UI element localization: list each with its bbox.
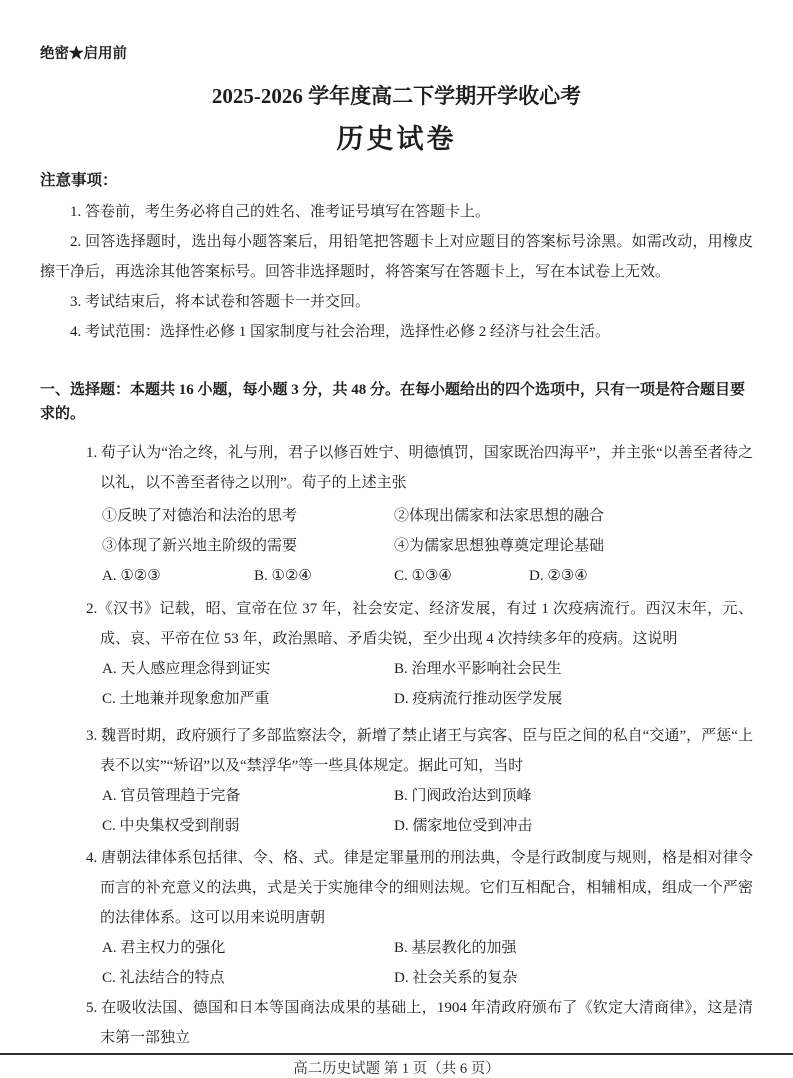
option-item-a: A. 官员管理趋于完备 [102, 788, 241, 804]
question-1-statements [102, 501, 753, 561]
question-1 [40, 438, 753, 591]
notice-item-4: 4. 考试范围：选择性必修 1 国家制度与社会治理，选择性必修 2 经济与社会生活。 [70, 324, 611, 340]
option-item-c: C. 土地兼并现象愈加严重 [102, 691, 270, 707]
option-item-b: B. 门阀政治达到顶峰 [394, 788, 532, 804]
option-item-d: D. 社会关系的复杂 [394, 970, 518, 986]
question-4-options [102, 933, 753, 993]
option-item-b: B. ①②④ [254, 568, 312, 584]
option-item-a: A. ①②③ [102, 568, 161, 584]
option-item-d: D. 儒家地位受到冲击 [394, 818, 533, 834]
bottom-border-line [0, 1053, 793, 1055]
statement-item: ④为儒家思想独尊奠定理论基础 [394, 538, 605, 554]
classification-label: 绝密★启用前 [40, 46, 127, 62]
question-list [40, 438, 753, 1053]
page-footer: 高二历史试题 第 1 页（共 6 页） [293, 1061, 500, 1077]
notice-heading: 注意事项： [40, 172, 118, 189]
question-3-stem: 3. 魏晋时期，政府颁行了多部监察法令，新增了禁止诸王与宾客、臣与臣之间的私自“交通”，严惩“上表不以实”“矫诏”以及“禁浮华”等一些具体规定。据此可知，当时 [86, 728, 753, 774]
question-2-stem: 2.《汉书》记载，昭、宣帝在位 37 年，社会安定、经济发展，有过 1 次疫病流行。西汉末年，元、成、哀、平帝在位 53 年，政治黑暗、矛盾尖锐，至少出现 4 次持续多年的疫病。这说明 [86, 601, 753, 647]
question-4 [40, 843, 753, 993]
section-one-heading: 一、选择题：本题共 16 小题，每小题 3 分，共 48 分。在每小题给出的四个选项中，只有一项是符合题目要求的。 [40, 382, 746, 422]
option-item-d: D. ②③④ [529, 568, 588, 584]
notice-item-2: 2. 回答选择题时，选出每小题答案后，用铅笔把答题卡上对应题目的答案标号涂黑。如需改动，用橡皮擦干净后，再选涂其他答案标号。回答非选择题时，将答案写在答题卡上，写在本试卷上无效。 [40, 234, 753, 280]
question-2-options [102, 654, 753, 714]
question-5-stem: 5. 在吸收法国、德国和日本等国商法成果的基础上，1904 年清政府颁布了《钦定大清商律》，这是清末第一部独立 [86, 1000, 753, 1046]
exam-subtitle: 历史试卷 [336, 124, 457, 154]
question-1-stem: 1. 荀子认为“治之终，礼与刑，君子以修百姓宁、明德慎罚，国家既治四海平”，并主张“以善至者待之以礼，以不善至者待之以刑”。荀子的上述主张 [86, 445, 753, 491]
exam-title: 2025-2026 学年度高二下学期开学收心考 [211, 84, 582, 108]
notice-section [40, 171, 753, 347]
statement-item: ②体现出儒家和法家思想的融合 [394, 508, 605, 524]
question-2 [40, 594, 753, 714]
option-item-b: B. 基层教化的加强 [394, 940, 517, 956]
option-item-a: A. 天人感应理念得到证实 [102, 661, 271, 677]
option-item-c: C. 中央集权受到削弱 [102, 818, 240, 834]
option-item-b: B. 治理水平影响社会民生 [394, 661, 562, 677]
question-3-options [102, 781, 753, 841]
statement-item: ③体现了新兴地主阶级的需要 [102, 538, 298, 554]
question-5 [40, 993, 753, 1053]
option-item-d: D. 疫病流行推动医学发展 [394, 691, 563, 707]
question-3 [40, 721, 753, 841]
option-item-c: C. ①③④ [394, 568, 452, 584]
option-item-a: A. 君主权力的强化 [102, 940, 226, 956]
option-item-c: C. 礼法结合的特点 [102, 970, 225, 986]
notice-item-1: 1. 答卷前，考生务必将自己的姓名、准考证号填写在答题卡上。 [70, 204, 491, 220]
statement-item: ①反映了对德治和法治的思考 [102, 508, 298, 524]
question-1-options [102, 561, 753, 591]
notice-item-3: 3. 考试结束后，将本试卷和答题卡一并交回。 [70, 294, 371, 310]
question-4-stem: 4. 唐朝法律体系包括律、令、格、式。律是定罪量刑的刑法典，令是行政制度与规则，格是相对律令而言的补充意义的法典，式是关于实施律令的细则法规。它们互相配合，相辅相成，组成一个严密的法律体系。这可以用来说明唐朝 [86, 850, 753, 926]
